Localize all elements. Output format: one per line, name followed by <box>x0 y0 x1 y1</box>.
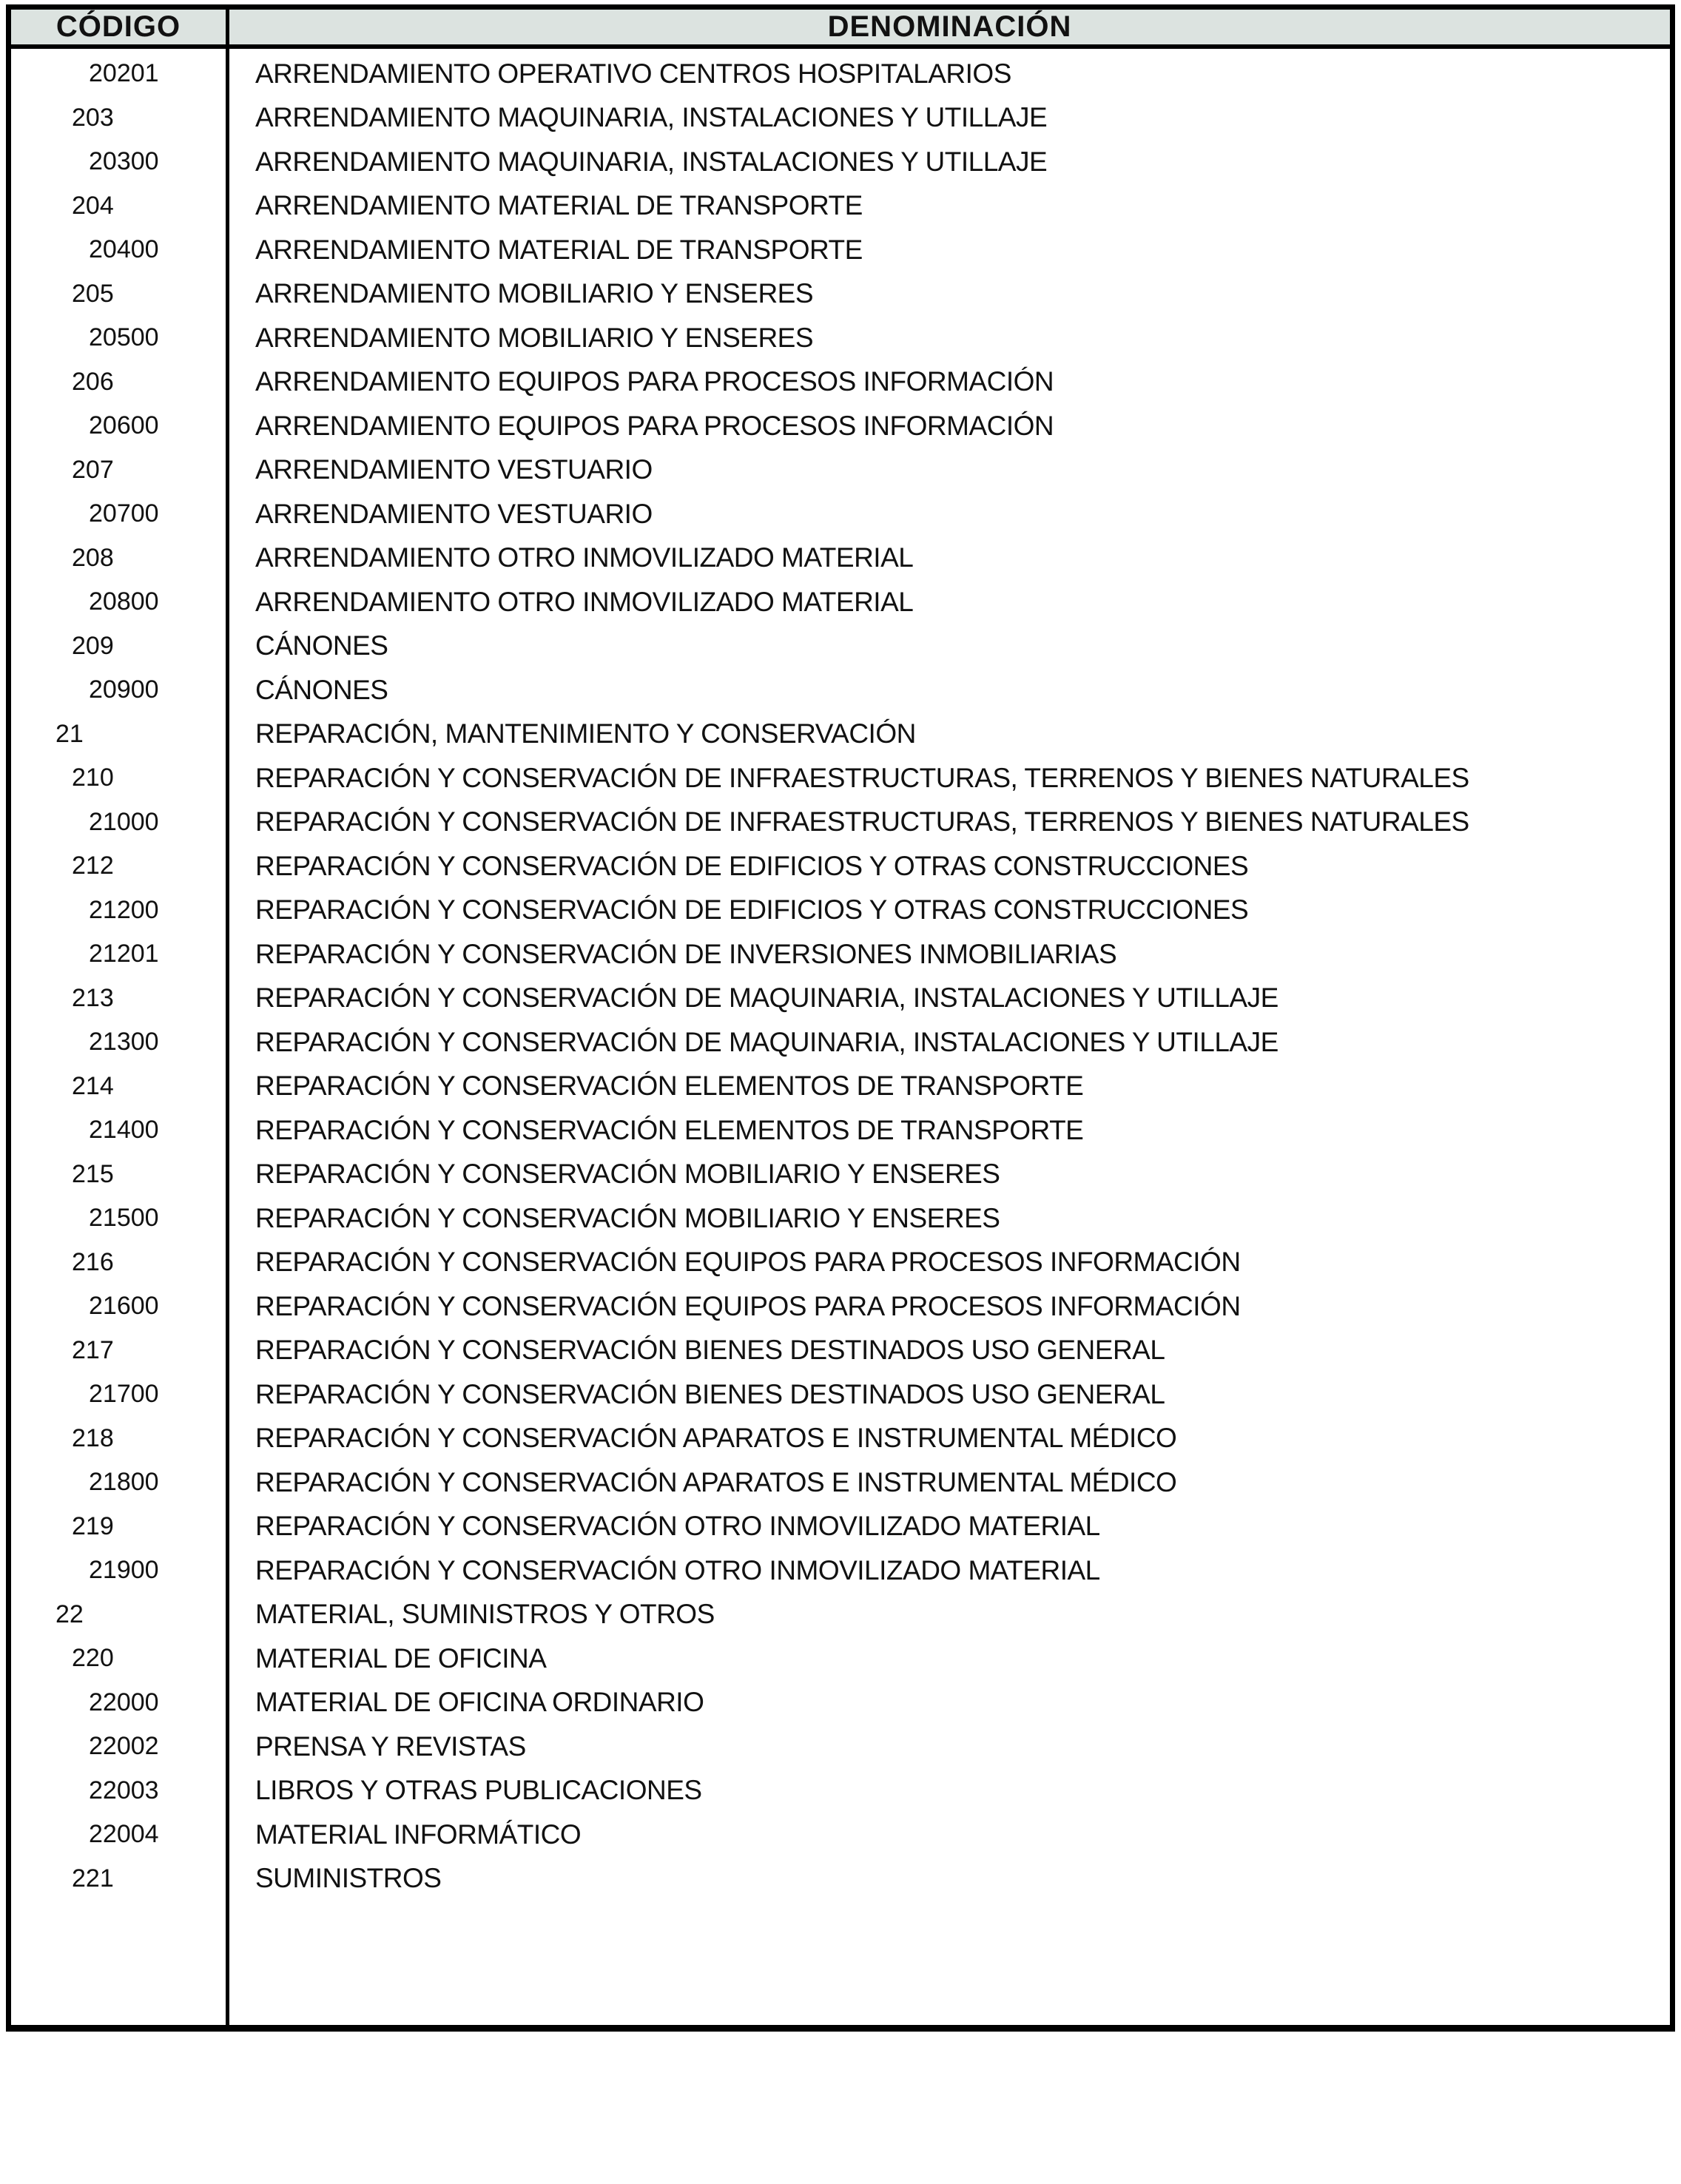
code-cell: 20500 <box>89 323 159 352</box>
denomination-cell: REPARACIÓN Y CONSERVACIÓN ELEMENTOS DE TRANSPORTE <box>255 1114 1084 1145</box>
code-cell: 203 <box>72 103 114 132</box>
denomination-cell: REPARACIÓN Y CONSERVACIÓN BIENES DESTINADOS USO GENERAL <box>255 1335 1165 1366</box>
table-row <box>11 1196 1670 1241</box>
table-row <box>11 316 1670 360</box>
code-cell: 208 <box>72 543 114 572</box>
table-row <box>11 801 1670 845</box>
denomination-cell: REPARACIÓN Y CONSERVACIÓN MOBILIARIO Y ENSERES <box>255 1202 1000 1233</box>
denomination-cell: ARRENDAMIENTO MAQUINARIA, INSTALACIONES Y UTILLAJE <box>255 146 1048 177</box>
table-row <box>11 228 1670 272</box>
denomination-cell: REPARACIÓN Y CONSERVACIÓN DE EDIFICIOS Y OTRAS CONSTRUCCIONES <box>255 850 1249 881</box>
code-cell: 21200 <box>89 895 159 924</box>
denomination-cell: ARRENDAMIENTO OTRO INMOVILIZADO MATERIAL <box>255 586 914 617</box>
denomination-cell: ARRENDAMIENTO OTRO INMOVILIZADO MATERIAL <box>255 542 914 573</box>
code-cell: 21800 <box>89 1468 159 1497</box>
denomination-cell: REPARACIÓN Y CONSERVACIÓN DE MAQUINARIA, INSTALACIONES Y UTILLAJE <box>255 1026 1279 1057</box>
table-row <box>11 977 1670 1021</box>
table-row <box>11 1065 1670 1109</box>
denomination-cell: LIBROS Y OTRAS PUBLICACIONES <box>255 1775 702 1806</box>
denomination-cell: ARRENDAMIENTO VESTUARIO <box>255 498 653 529</box>
table-row <box>11 272 1670 317</box>
denomination-cell: REPARACIÓN Y CONSERVACIÓN APARATOS E INSTRUMENTAL MÉDICO <box>255 1466 1177 1497</box>
denomination-cell: REPARACIÓN Y CONSERVACIÓN APARATOS E INSTRUMENTAL MÉDICO <box>255 1423 1177 1454</box>
table-row <box>11 140 1670 184</box>
code-cell: 217 <box>72 1335 114 1364</box>
denomination-cell: MATERIAL DE OFICINA <box>255 1642 547 1674</box>
denomination-cell: ARRENDAMIENTO MAQUINARIA, INSTALACIONES Y UTILLAJE <box>255 102 1048 133</box>
code-cell: 220 <box>72 1644 114 1673</box>
table-row <box>11 1637 1670 1681</box>
denomination-cell: ARRENDAMIENTO MOBILIARIO Y ENSERES <box>255 278 814 309</box>
code-cell: 21600 <box>89 1292 159 1321</box>
table-row <box>11 448 1670 493</box>
table-row <box>11 1681 1670 1725</box>
denomination-cell: ARRENDAMIENTO EQUIPOS PARA PROCESOS INFORMACIÓN <box>255 366 1054 397</box>
code-cell: 21700 <box>89 1380 159 1409</box>
table-row <box>11 1769 1670 1813</box>
table-row <box>11 1505 1670 1549</box>
table-row <box>11 889 1670 933</box>
denomination-cell: ARRENDAMIENTO EQUIPOS PARA PROCESOS INFORMACIÓN <box>255 410 1054 441</box>
table-row <box>11 668 1670 712</box>
denomination-cell: REPARACIÓN Y CONSERVACIÓN DE INVERSIONES INMOBILIARIAS <box>255 938 1117 969</box>
code-cell: 20700 <box>89 499 159 528</box>
table-row <box>11 932 1670 977</box>
code-cell: 21000 <box>89 807 159 836</box>
denomination-cell: REPARACIÓN Y CONSERVACIÓN DE INFRAESTRUCTURAS, TERRENOS Y BIENES NATURALES <box>255 762 1469 793</box>
table-row <box>11 1108 1670 1153</box>
denomination-cell: ARRENDAMIENTO MATERIAL DE TRANSPORTE <box>255 234 863 265</box>
codigo-column-header: CÓDIGO <box>11 10 229 44</box>
table-row <box>11 360 1670 405</box>
code-cell: 22000 <box>89 1688 159 1716</box>
denomination-cell: ARRENDAMIENTO VESTUARIO <box>255 454 653 485</box>
code-cell: 22 <box>55 1600 84 1628</box>
code-cell: 21 <box>55 719 84 748</box>
code-cell: 21900 <box>89 1556 159 1585</box>
code-cell: 21300 <box>89 1028 159 1056</box>
code-cell: 210 <box>72 764 114 792</box>
code-cell: 214 <box>72 1071 114 1100</box>
table-header-row <box>11 10 1670 49</box>
table-row <box>11 1813 1670 1857</box>
table-row <box>11 1725 1670 1769</box>
code-cell: 219 <box>72 1511 114 1540</box>
code-cell: 20300 <box>89 147 159 176</box>
table-row <box>11 624 1670 669</box>
denomination-cell: MATERIAL, SUMINISTROS Y OTROS <box>255 1599 715 1630</box>
table-row <box>11 580 1670 624</box>
denomination-cell: ARRENDAMIENTO OPERATIVO CENTROS HOSPITALARIOS <box>255 58 1011 89</box>
code-cell: 21400 <box>89 1116 159 1145</box>
denomination-cell: REPARACIÓN Y CONSERVACIÓN DE INFRAESTRUCTURAS, TERRENOS Y BIENES NATURALES <box>255 806 1469 837</box>
table-row <box>11 1593 1670 1637</box>
code-cell: 21201 <box>89 940 159 968</box>
table-row <box>11 1329 1670 1373</box>
table-row <box>11 1284 1670 1329</box>
denomination-cell: REPARACIÓN Y CONSERVACIÓN EQUIPOS PARA PROCESOS INFORMACIÓN <box>255 1290 1241 1321</box>
table-row <box>11 1460 1670 1505</box>
denomination-cell: CÁNONES <box>255 630 388 661</box>
denomination-cell: REPARACIÓN Y CONSERVACIÓN DE EDIFICIOS Y OTRAS CONSTRUCCIONES <box>255 894 1249 926</box>
denomination-cell: REPARACIÓN Y CONSERVACIÓN DE MAQUINARIA, INSTALACIONES Y UTILLAJE <box>255 983 1279 1014</box>
denomination-cell: MATERIAL INFORMÁTICO <box>255 1819 582 1850</box>
table-row <box>11 96 1670 141</box>
denomination-cell: ARRENDAMIENTO MATERIAL DE TRANSPORTE <box>255 190 863 221</box>
code-cell: 20800 <box>89 587 159 616</box>
denomination-cell: PRENSA Y REVISTAS <box>255 1730 526 1762</box>
denomination-cell: REPARACIÓN Y CONSERVACIÓN BIENES DESTINADOS USO GENERAL <box>255 1378 1165 1409</box>
code-cell: 20900 <box>89 675 159 704</box>
table-row <box>11 756 1670 801</box>
denomination-cell: ARRENDAMIENTO MOBILIARIO Y ENSERES <box>255 322 814 353</box>
code-cell: 204 <box>72 191 114 220</box>
table-row <box>11 536 1670 581</box>
table-row <box>11 404 1670 448</box>
denomination-cell: SUMINISTROS <box>255 1863 442 1894</box>
table-row <box>11 184 1670 229</box>
table-body <box>11 49 1670 2025</box>
denomination-cell: REPARACIÓN Y CONSERVACIÓN MOBILIARIO Y ENSERES <box>255 1159 1000 1190</box>
code-cell: 22003 <box>89 1776 159 1804</box>
code-cell: 215 <box>72 1159 114 1188</box>
denomination-cell: REPARACIÓN, MANTENIMIENTO Y CONSERVACIÓN <box>255 718 916 749</box>
code-cell: 21500 <box>89 1204 159 1233</box>
denomination-cell: REPARACIÓN Y CONSERVACIÓN ELEMENTOS DE TRANSPORTE <box>255 1071 1084 1102</box>
code-cell: 205 <box>72 279 114 308</box>
denomination-cell: REPARACIÓN Y CONSERVACIÓN OTRO INMOVILIZADO MATERIAL <box>255 1554 1100 1585</box>
table-row <box>11 712 1670 757</box>
code-cell: 20600 <box>89 411 159 440</box>
code-cell: 218 <box>72 1423 114 1452</box>
denomination-cell: MATERIAL DE OFICINA ORDINARIO <box>255 1687 704 1718</box>
code-cell: 212 <box>72 852 114 880</box>
code-cell: 20201 <box>89 59 159 88</box>
table-row <box>11 1372 1670 1417</box>
code-cell: 207 <box>72 455 114 484</box>
code-cell: 22004 <box>89 1820 159 1849</box>
code-cell: 206 <box>72 367 114 396</box>
table-row <box>11 1417 1670 1461</box>
code-cell: 221 <box>72 1864 114 1893</box>
code-cell: 216 <box>72 1247 114 1276</box>
table-row <box>11 492 1670 536</box>
table-row <box>11 52 1670 96</box>
code-cell: 213 <box>72 983 114 1012</box>
table-row <box>11 1548 1670 1593</box>
table-row <box>11 1020 1670 1065</box>
table-row <box>11 1153 1670 1197</box>
table-row <box>11 844 1670 889</box>
code-cell: 20400 <box>89 235 159 264</box>
code-cell: 209 <box>72 631 114 660</box>
table-row <box>11 1857 1670 1901</box>
column-divider-line <box>226 49 229 2025</box>
code-cell: 22002 <box>89 1732 159 1761</box>
budget-codes-table <box>6 4 1675 2032</box>
denomination-cell: REPARACIÓN Y CONSERVACIÓN EQUIPOS PARA PROCESOS INFORMACIÓN <box>255 1247 1241 1278</box>
denominacion-column-header: DENOMINACIÓN <box>827 10 1072 43</box>
denomination-cell: CÁNONES <box>255 674 388 705</box>
table-row <box>11 1241 1670 1285</box>
denomination-cell: REPARACIÓN Y CONSERVACIÓN OTRO INMOVILIZADO MATERIAL <box>255 1511 1100 1542</box>
